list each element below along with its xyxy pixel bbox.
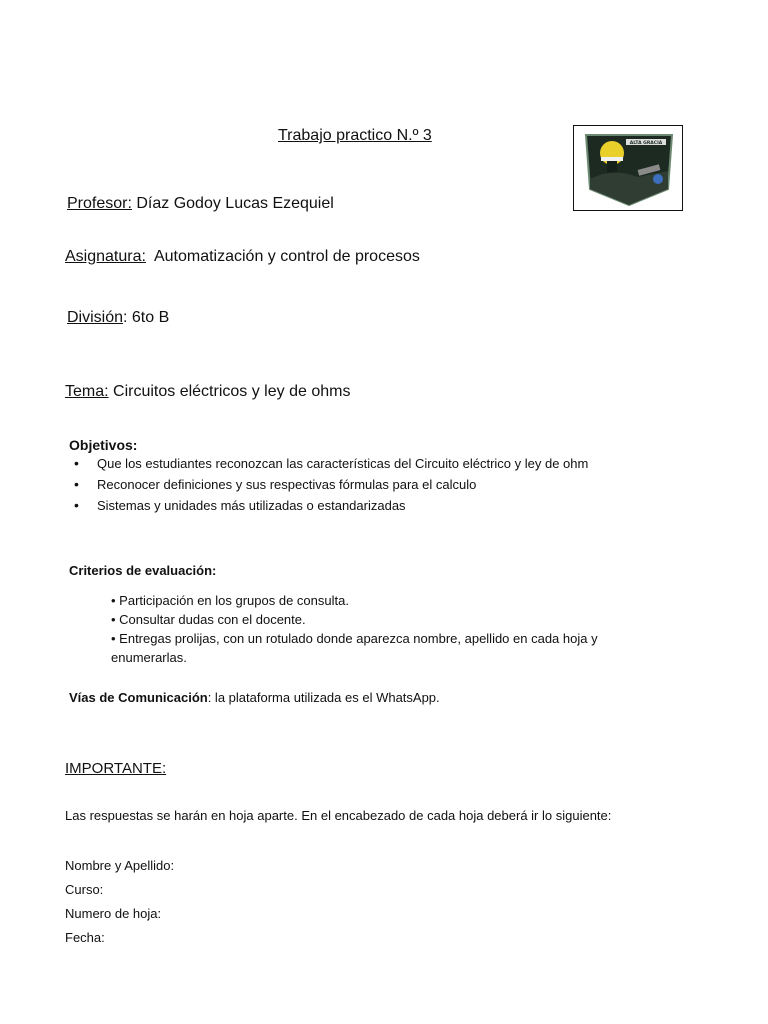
header-line-course: Curso: — [65, 882, 104, 897]
school-shield-logo-icon — [582, 131, 676, 207]
criteria-list — [111, 591, 671, 667]
field-label: División — [67, 309, 124, 326]
vias-label: Vías de Comunicación — [69, 690, 208, 705]
list-item: • Sistemas y unidades más utilizadas o estandarizadas — [72, 497, 588, 518]
field-tema — [65, 383, 350, 401]
field-division — [67, 309, 169, 327]
responses-instructions: Las respuestas se harán en hoja aparte. En el encabezado de cada hoja deberá ir lo siguiente: — [65, 808, 612, 823]
vias-text: : la plataforma utilizada es el WhatsApp. — [207, 690, 440, 705]
header-line-date: Fecha: — [65, 930, 105, 945]
field-asignatura — [65, 248, 420, 266]
field-label: Profesor: — [67, 195, 132, 212]
field-value: : 6to B — [123, 309, 170, 326]
logo-text: ALTA GRACIA — [629, 141, 663, 146]
field-value: Automatización y control de procesos — [145, 248, 420, 265]
communication-channels — [69, 690, 440, 705]
field-profesor — [67, 195, 334, 213]
header-line-name: Nombre y Apellido: — [65, 858, 175, 873]
criteria-title: Criterios de evaluación: — [69, 563, 217, 578]
list-item: • Participación en los grupos de consulta. — [111, 593, 349, 608]
list-item: • Entregas prolijas, con un rotulado donde aparezca nombre, apellido en cada hoja y enumerarlas. — [111, 631, 598, 665]
list-item: • Que los estudiantes reconozcan las características del Circuito eléctrico y ley de ohm — [72, 455, 588, 476]
field-value: Díaz Godoy Lucas Ezequiel — [131, 195, 334, 212]
field-label: Asignatura: — [65, 248, 146, 265]
header-line-page: Numero de hoja: — [65, 906, 162, 921]
field-value: Circuitos eléctricos y ley de ohms — [108, 383, 351, 400]
objectives-list — [72, 455, 588, 518]
header-lines — [65, 854, 174, 950]
list-item: • Consultar dudas con el docente. — [111, 612, 306, 627]
field-label: Tema: — [65, 383, 109, 400]
objectives-title: Objetivos: — [69, 437, 138, 453]
list-item: • Reconocer definiciones y sus respectivas fórmulas para el calculo — [72, 476, 588, 497]
important-heading: IMPORTANTE: — [65, 760, 167, 777]
school-logo — [573, 125, 683, 211]
document-title: Trabajo practico N.º 3 — [278, 127, 432, 144]
